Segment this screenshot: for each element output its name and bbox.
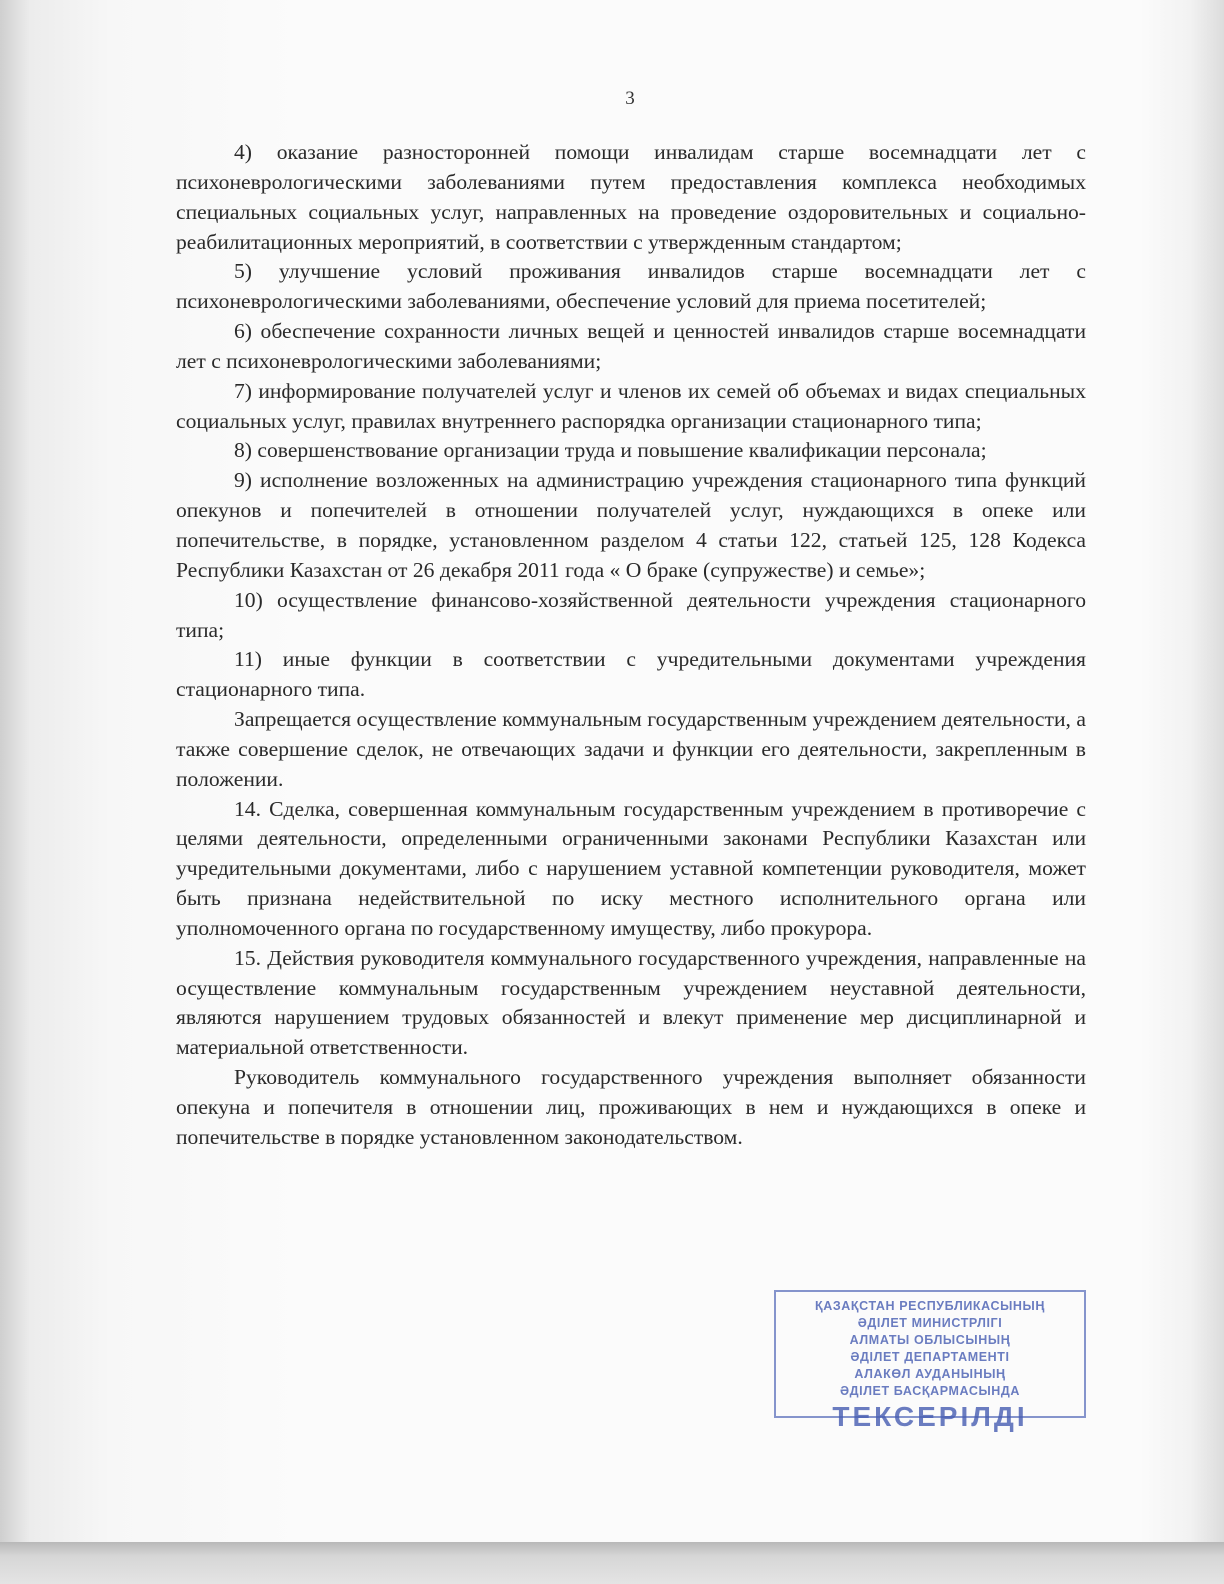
paragraph-director-duties: Руководитель коммунального государственного учреждения выполняет обязанности опекуна и попечителя в отношении лиц, проживающих в нем и нуждающихся в опеке и попечительстве в порядке установленном законодательством. bbox=[176, 1065, 1086, 1149]
stamp-line: ӘДІЛЕТ ДЕПАРТАМЕНТІ bbox=[850, 1350, 1010, 1364]
verification-stamp bbox=[774, 1290, 1086, 1432]
page-number: 3 bbox=[625, 88, 635, 109]
paragraph-item-6: 6) обеспечение сохранности личных вещей и ценностей инвалидов старше восемнадцати лет с психоневрологическими заболеваниями; bbox=[176, 319, 1086, 373]
stamp-line: ҚАЗАҚСТАН РЕСПУБЛИКАСЫНЫҢ bbox=[814, 1299, 1046, 1313]
document-body bbox=[176, 138, 1086, 1153]
paragraph-item-11: 11) иные функции в соответствии с учредительными документами учреждения стационарного типа. bbox=[176, 647, 1086, 702]
scan-shadow-edge bbox=[0, 1542, 1224, 1584]
stamp-line: ӘДІЛЕТ МИНИСТРЛІГІ bbox=[857, 1316, 1003, 1330]
paragraph-item-7: 7) информирование получателей услуг и членов их семей об объемах и видах специальных социальных услуг, правилах внутреннего распорядка организации стационарного типа; bbox=[176, 378, 1086, 433]
paragraph-item-4: 4) оказание разносторонней помощи инвалидам старше восемнадцати лет с психоневрологическими заболеваниями путем предоставления комплекса необходимых специальных социальных услуг, направленных на проведение оздоровительных и социально-реабилитационных мероприятий, в соответствии с утвержденным стандартом; bbox=[176, 140, 1086, 254]
paragraph-prohibition: Запрещается осуществление коммунальным государственным учреждением деятельности, а также совершение сделок, не отвечающих задачи и функции его деятельности, закрепленным в положении. bbox=[176, 707, 1086, 791]
paragraph-item-5: 5) улучшение условий проживания инвалидов старше восемнадцати лет с психоневрологическими заболеваниями, обеспечение условий для приема посетителей; bbox=[176, 259, 1086, 314]
stamp-line: ӘДІЛЕТ БАСҚАРМАСЫНДА bbox=[839, 1384, 1021, 1398]
paragraph-item-9: 9) исполнение возложенных на администрацию учреждения стационарного типа функций опекунов и попечителей в отношении получателей услуг, нуждающихся в опеке или попечительстве, в порядке, установленном разделом 4 статьи 122, статьей 125, 128 Кодекса Республики Казахстан от 26 декабря 2011 года « О браке (супружестве) и семье»; bbox=[176, 468, 1086, 582]
stamp-line: АЛМАТЫ ОБЛЫСЫНЫҢ bbox=[849, 1333, 1011, 1347]
stamp-verified-word: ТЕКСЕРІЛДІ bbox=[832, 1401, 1028, 1432]
paragraph-section-14: 14. Сделка, совершенная коммунальным государственным учреждением в противоречие с целями деятельности, определенными ограниченными законами Республики Казахстан или учредительными документами, либо с нарушением уставной компетенции руководителя, может быть признана недействительной по иску местного исполнительного органа или уполномоченного органа по государственному имуществу, либо прокурора. bbox=[176, 796, 1086, 940]
paragraph-section-15: 15. Действия руководителя коммунального государственного учреждения, направленные на осуществление коммунальным государственным учреждением неуставной деятельности, являются нарушением трудовых обязанностей и влекут применение мер дисциплинарной и материальной ответственности. bbox=[176, 945, 1086, 1060]
paragraph-item-10: 10) осуществление финансово-хозяйственной деятельности учреждения стационарного типа; bbox=[176, 587, 1086, 642]
stamp-line: АЛАКӨЛ АУДАНЫНЫҢ bbox=[854, 1367, 1006, 1381]
paragraph-item-8: 8) совершенствование организации труда и повышение квалификации персонала; bbox=[234, 438, 987, 463]
